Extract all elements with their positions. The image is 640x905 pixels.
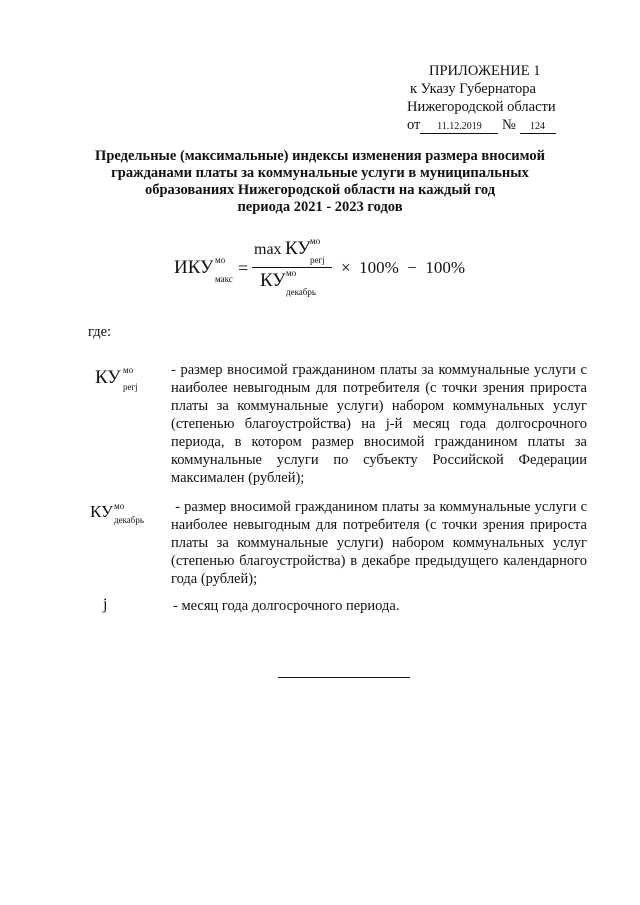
- formula-numerator-max: max: [254, 241, 282, 258]
- number-prefix: №: [502, 117, 516, 133]
- appendix-title: ПРИЛОЖЕНИЕ 1: [429, 63, 541, 79]
- footer-rule: [278, 677, 410, 678]
- appendix-region: Нижегородской области: [407, 99, 556, 115]
- appendix-header: [380, 62, 580, 134]
- def2-sym: КУ: [90, 502, 114, 521]
- formula-tail: × 100% − 100%: [341, 258, 465, 277]
- title-line-2: гражданами платы за коммунальные услуги в муниципальных: [111, 165, 529, 181]
- def2-sub: декабрь: [114, 515, 144, 525]
- def2-sup: мо: [114, 501, 125, 511]
- definition-text-2: - размер вносимой гражданином платы за коммунальные услуги с наиболее невыгодным для потребителя (с точки зрения прироста платы за коммунальные услуги) набором коммунальных услуг (степенью благоустройства) в декабре предыдущего календарного года (рублей);: [171, 499, 591, 587]
- definition-symbol-1: [95, 367, 165, 397]
- title-line-3: образованиях Нижегородской области на каждый год: [144, 182, 496, 198]
- formula-denominator-sup: мо: [286, 268, 297, 278]
- formula-numerator-sup: мо: [310, 236, 321, 246]
- formula-lhs-sub: макс: [215, 274, 233, 284]
- appendix-decree: к Указу Губернатора: [410, 81, 536, 97]
- date-prefix: от: [407, 117, 421, 133]
- formula-lhs: ИКУ: [174, 257, 214, 278]
- def1-sup: мо: [123, 365, 134, 375]
- definition-symbol-2: [90, 502, 170, 532]
- number-value: 124: [520, 121, 556, 134]
- title-line-1: Предельные (максимальные) индексы изменения размера вносимой: [95, 148, 545, 164]
- formula-lhs-sup: мо: [215, 255, 226, 265]
- formula-denominator-sub: декабрь: [286, 287, 316, 297]
- definition-text-3: - месяц года долгосрочного периода.: [173, 598, 400, 614]
- date-value: 11.12.2019: [420, 121, 498, 134]
- formula: [174, 238, 494, 298]
- formula-denominator-ku: КУ: [260, 270, 286, 291]
- def1-sym: КУ: [95, 367, 121, 388]
- formula-numerator-sub: регj: [310, 255, 325, 265]
- document-title: [60, 148, 580, 216]
- formula-equals: =: [238, 258, 249, 278]
- formula-numerator-ku: КУ: [285, 238, 311, 259]
- title-line-4: периода 2021 - 2023 годов: [237, 199, 403, 215]
- where-label: где:: [88, 324, 112, 340]
- appendix-date-number: [380, 116, 580, 134]
- def1-sub: регj: [123, 382, 138, 392]
- definition-text-1: - размер вносимой гражданином платы за коммунальные услуги с наиболее невыгодным для потребителя (с точки зрения прироста платы за коммунальные услуги) набором коммунальных услуг (степенью благоустройства) на j-й месяц года долгосрочного периода, в котором размер вносимой гражданином платы за коммунальные услуги по субъекту Российской Федерации максимален (рублей);: [171, 362, 587, 486]
- definition-symbol-3: j: [103, 596, 108, 613]
